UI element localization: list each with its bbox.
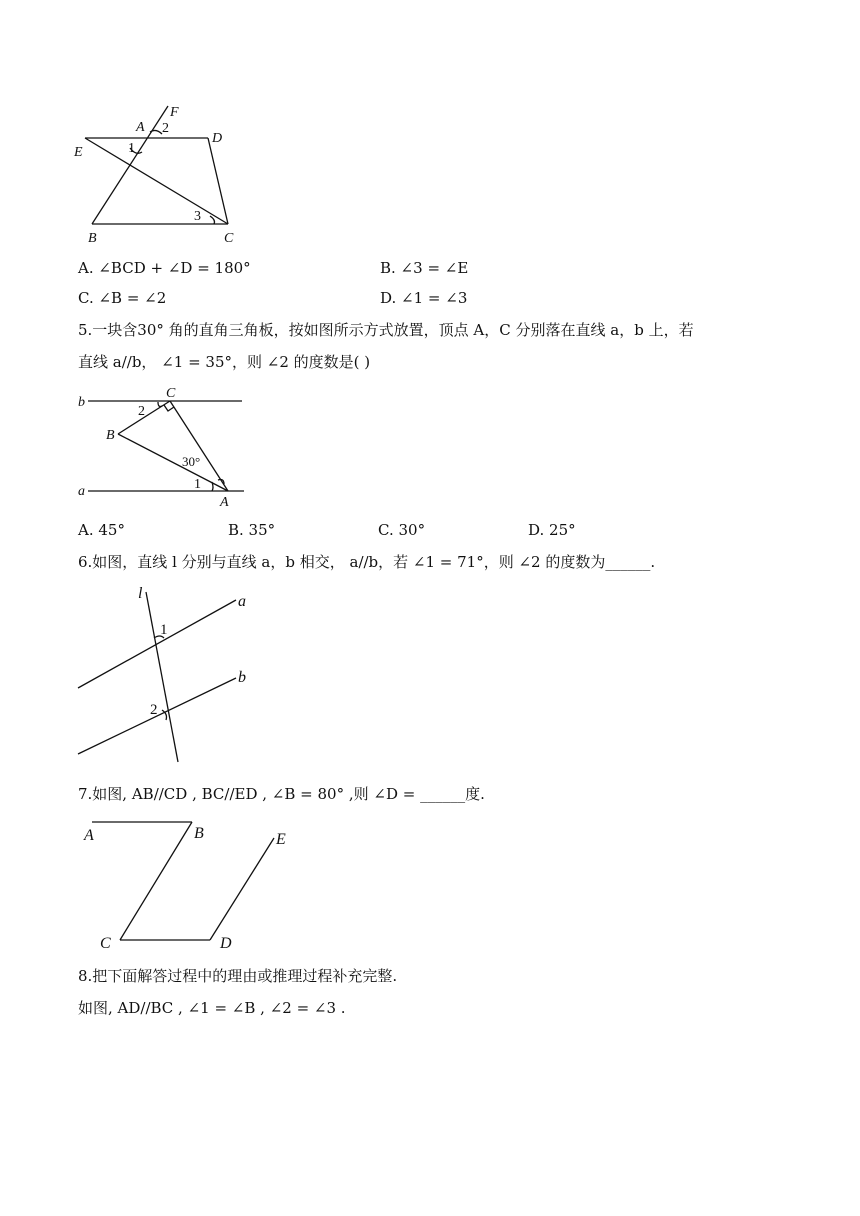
q4-option-a: A. ∠BCD + ∠D = 180° bbox=[78, 259, 251, 277]
q6-figure bbox=[74, 582, 274, 772]
q5-angle2-arc bbox=[158, 402, 162, 407]
q4-label-B: B bbox=[88, 231, 97, 246]
q5-label-30: 30° bbox=[182, 454, 201, 469]
q5-figure bbox=[74, 382, 254, 512]
q6-line-a bbox=[78, 600, 236, 688]
q7-text: 7.如图, AB//CD , BC//ED , ∠B = 80° ,则 ∠D = ______度. bbox=[78, 785, 485, 803]
q5-label-C: C bbox=[166, 386, 176, 401]
q5-option-c: C. 30° bbox=[378, 521, 426, 539]
q8-text-line1: 8.把下面解答过程中的理由或推理过程补充完整. bbox=[78, 967, 398, 985]
q4-option-b: B. ∠3 = ∠E bbox=[380, 259, 469, 277]
q4-label-1: 1 bbox=[128, 141, 135, 156]
q4-option-d: D. ∠1 = ∠3 bbox=[380, 289, 468, 307]
q5-label-1: 1 bbox=[194, 477, 201, 492]
q5-label-b: b bbox=[78, 395, 85, 410]
q5-option-a: A. 45° bbox=[78, 521, 125, 539]
q4-option-c: C. ∠B = ∠2 bbox=[78, 289, 167, 307]
q4-label-D: D bbox=[212, 131, 223, 146]
q4-label-C: C bbox=[224, 231, 234, 246]
q6-label-l: l bbox=[138, 585, 143, 602]
q6-label-1: 1 bbox=[160, 622, 168, 638]
q4-label-E: E bbox=[74, 145, 83, 160]
q5-option-d: D. 25° bbox=[528, 521, 576, 539]
q4-angle3-arc bbox=[210, 216, 215, 224]
q4-line-ec bbox=[85, 138, 228, 224]
q5-label-A: A bbox=[220, 495, 229, 510]
q5-option-b: B. 35° bbox=[228, 521, 276, 539]
q4-label-2: 2 bbox=[162, 121, 169, 136]
q5-text-line1: 5.一块含30° 角的直角三角板，按如图所示方式放置，顶点 A，C 分别落在直线 a，b 上，若 bbox=[78, 321, 694, 339]
q5-label-B: B bbox=[106, 428, 115, 443]
q7-segment-de bbox=[210, 838, 274, 940]
q5-label-2: 2 bbox=[138, 404, 145, 419]
q4-label-3: 3 bbox=[194, 209, 201, 224]
q4-label-F: F bbox=[170, 105, 179, 120]
q6-line-l bbox=[146, 592, 178, 762]
q7-label-D: D bbox=[220, 935, 232, 952]
q5-angle1-arc bbox=[212, 482, 213, 491]
q5-label-a: a bbox=[78, 484, 85, 499]
q4-label-A: A bbox=[136, 120, 145, 135]
q7-segment-bc bbox=[120, 822, 192, 940]
q6-label-2: 2 bbox=[150, 702, 158, 718]
q7-label-B: B bbox=[194, 825, 204, 842]
q7-figure bbox=[78, 812, 308, 952]
q6-text: 6.如图，直线 l 分别与直线 a，b 相交， a//b，若 ∠1 = 71°，则 ∠2 的度数为______. bbox=[78, 553, 656, 571]
q7-label-A: A bbox=[84, 827, 94, 844]
q6-label-a: a bbox=[238, 593, 246, 610]
q4-figure bbox=[70, 98, 260, 248]
q7-label-C: C bbox=[100, 935, 111, 952]
q5-text-line2: 直线 a//b， ∠1 = 35°，则 ∠2 的度数是( ) bbox=[78, 353, 371, 371]
q6-label-b: b bbox=[238, 669, 246, 686]
q4-line-cd bbox=[208, 138, 228, 224]
q7-label-E: E bbox=[276, 831, 286, 848]
q8-text-line2: 如图, AD//BC , ∠1 = ∠B , ∠2 = ∠3 . bbox=[78, 999, 346, 1017]
